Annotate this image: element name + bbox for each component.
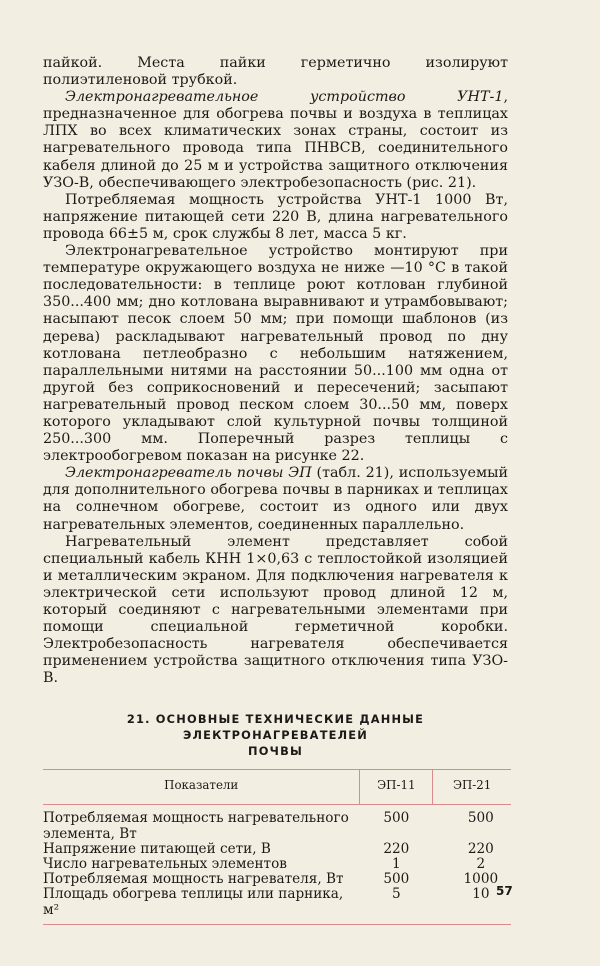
row-label: Потребляемая мощность нагревательного элемента, Вт	[43, 810, 349, 842]
row-value-ep21: 2	[476, 856, 486, 873]
row-value-ep21: 10	[433, 887, 511, 924]
row-value-ep21: 220	[467, 840, 494, 857]
row-value-ep11: 220	[383, 840, 410, 857]
header-ep21: ЭП-21	[433, 770, 511, 805]
table-row	[43, 872, 511, 887]
header-ep11: ЭП-11	[360, 770, 433, 805]
row-value-ep21: 1000	[463, 871, 499, 888]
unt1-title: Электронагревательное устройство УНТ-1	[65, 89, 504, 106]
table-row	[43, 842, 511, 857]
page-body	[43, 55, 508, 925]
table-row	[43, 887, 511, 924]
table-title-line1: 21. ОСНОВНЫЕ ТЕХНИЧЕСКИЕ ДАННЫЕ ЭЛЕКТРОНАГРЕВАТЕЛЕЙ	[126, 712, 425, 743]
row-value-ep21: 500	[467, 810, 494, 827]
paragraph-ep	[43, 465, 508, 533]
paragraph-heating-element: Нагревательный элемент представляет собой специальный кабель КНН 1×0,63 с теплостойкой изоляцией и металлическим экраном. Для подключения нагревателя к электрической сети используют провод длиной 12 м, который соединяют с нагревательными элементами при помощи специальной герметичной коробки. Электробезопасность нагревателя обеспечивается применением устройства защитного отключения типа УЗО-В.	[43, 533, 508, 687]
row-value-ep11: 5	[360, 887, 433, 924]
row-value-ep11: 500	[383, 871, 410, 888]
paragraph-installation: Электронагревательное устройство монтируют при температуре окружающего воздуха не ниже —10 °С в такой последовательности: в теплице роют котлован глубиной 350...400 мм; дно котлована выравнивают и утрамбовывают; насыпают песок слоем 50 мм; при помощи шаблонов (из дерева) раскладывают нагревательный провод по дну котлована петлеобразно с небольшим натяжением, параллельными нитями на расстоянии 50...100 мм одна от другой без соприкосновений и пересечений; засыпают нагревательный провод песком слоем 30...50 мм, поверх которого укладывают слой культурной почвы толщиной 250...300 мм. Поперечный разрез теплицы с электрообогревом показан на рисунке 22.	[43, 243, 508, 465]
paragraph-unt1	[43, 89, 508, 192]
ep-title: Электронагреватель почвы ЭП	[65, 465, 312, 482]
row-label: Напряжение питающей сети, В	[43, 840, 271, 857]
page-number: 57	[496, 884, 513, 898]
data-table	[43, 769, 511, 924]
table-title	[43, 711, 508, 759]
paragraph-unt1-specs: Потребляемая мощность устройства УНТ-1 1000 Вт, напряжение питающей сети 220 В, длина нагревательного провода 66±5 м, срок службы 8 лет, масса 5 кг.	[43, 191, 508, 242]
table-row	[43, 857, 511, 872]
row-value-ep11: 500	[383, 810, 410, 827]
row-value-ep11: 1	[391, 856, 401, 873]
table-title-line2: ПОЧВЫ	[248, 744, 303, 759]
table-row	[43, 805, 511, 842]
row-label: Площадь обогрева теплицы или парника, м²	[43, 887, 360, 924]
ep-text: (табл. 21), используемый для дополнительного обогрева почвы в парниках и теплицах на солнечном обогреве, состоит из одного или двух нагревательных элементов, соединенных параллельно.	[43, 465, 508, 533]
paragraph-continuation: пайкой. Места пайки герметично изолируют полиэтиленовой трубкой.	[43, 55, 508, 89]
row-label: Число нагревательных элементов	[43, 856, 287, 873]
row-label: Потребляемая мощность нагревателя, Вт	[43, 871, 344, 888]
header-indicators: Показатели	[43, 770, 360, 805]
table-header-row	[43, 770, 511, 805]
unt1-text: , предназначенное для обогрева почвы и воздуха в теплицах ЛПХ во всех климатических зонах страны, состоит из нагревательного провода типа ПНВСВ, соединительного кабеля длиной до 25 м и устройства защитного отключения УЗО-В, обеспечивающего электробезопасность (рис. 21).	[43, 89, 508, 191]
